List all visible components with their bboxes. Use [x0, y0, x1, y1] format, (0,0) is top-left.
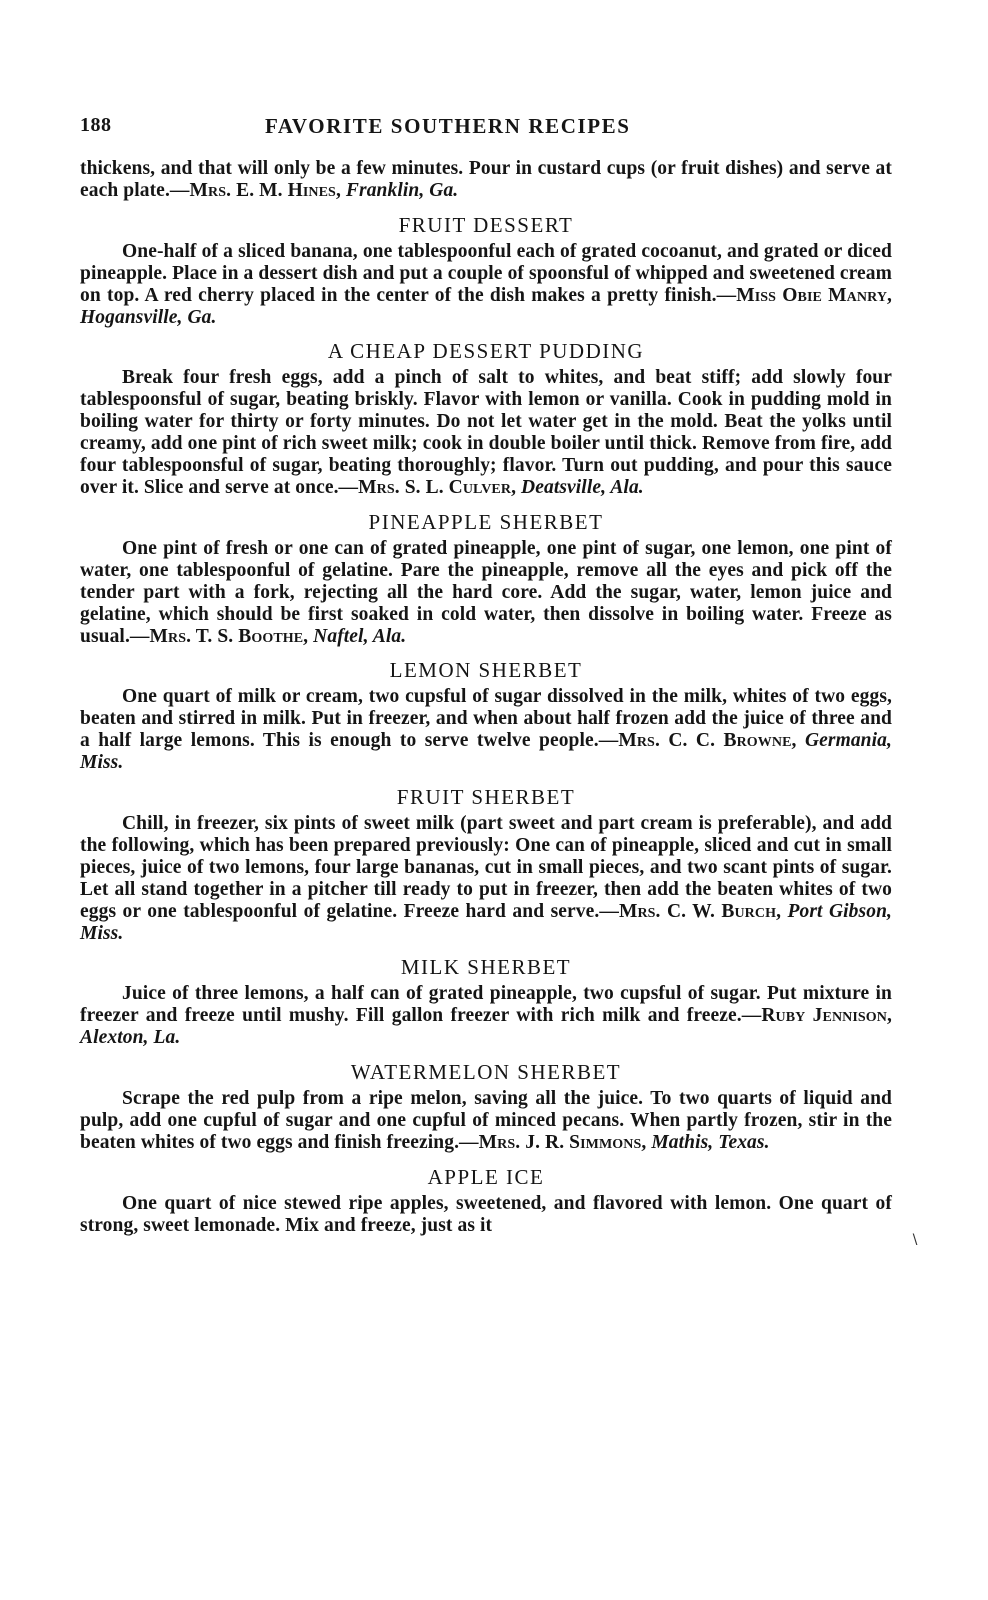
recipe-text [80, 983, 892, 1049]
attribution-place: Hogansville, Ga. [80, 306, 217, 328]
continued-paragraph [80, 158, 892, 202]
paragraph-text: Break four fresh eggs, add a pinch of salt to whites, and beat stiff; add slowly four tablespoonsful of sugar, beating briskly. Flavor with lemon or vanilla. Cook in pudding mold in boiling water for thirty or forty minutes. Do not let water get in the mold. Beat the yolks until creamy, add one pint of rich sweet milk; cook in double boiler until thick. Remove from fire, add four tablespoonsful of sugar, beating thoroughly; flavor. Turn out pudding, and pour this sauce over it. Slice and serve at once.— [80, 367, 892, 498]
paragraph-text: One quart of milk or cream, two cupsful of sugar dissolved in the milk, whites of two eggs, beaten and stirred in milk. Put in freezer, and when about half frozen add the juice of three and a half large lemons. This is enough to serve twelve people.— [80, 686, 892, 752]
recipe-text [80, 1193, 892, 1237]
paragraph-text: Juice of three lemons, a half can of grated pineapple, two cupsful of sugar. Put mixture in freezer and freeze until mushy. Fill gallon freezer with rich milk and freeze.— [80, 983, 892, 1027]
attribution-place: Franklin, Ga. [345, 179, 459, 201]
attribution-place: Germania, Miss. [80, 730, 892, 774]
recipe-text [80, 686, 892, 774]
page-header [80, 114, 892, 140]
recipe-title: FRUIT SHERBET [396, 785, 576, 810]
attribution-name: Ruby Jennison, [761, 1005, 892, 1027]
attribution-name: Miss Obie Manry, [736, 284, 893, 306]
paragraph-text: One-half of a sliced banana, one tablespoonful each of grated cocoanut, and grated or diced pineapple. Place in a dessert dish and put a couple of spoonsful of whipped and sweetened cream on top. A red cherry placed in the center of the dish makes a pretty finish.— [80, 240, 892, 306]
attribution-place: Naftel, Ala. [313, 625, 407, 647]
paragraph-text: One pint of fresh or one can of grated pineapple, one pint of sugar, one lemon, one pint of water, one tablespoonful of gelatine. Pare the pineapple, remove all the eyes and pick off the tender part with a fork, rejecting all the hard core. Add the sugar, water, lemon juice and gelatine, which should be first soaked in cold water, then dissolve in boiling water. Freeze as usual.— [80, 537, 892, 647]
recipe-text [80, 367, 892, 498]
recipe-title: FRUIT DESSERT [398, 212, 574, 237]
recipe-title: A CHEAP DESSERT PUDDING [327, 339, 645, 364]
attribution-name: Mrs. T. S. Boothe, [149, 625, 309, 647]
recipe-text [80, 1088, 892, 1154]
paragraph-text: One quart of nice stewed ripe apples, sweetened, and flavored with lemon. One quart of strong, sweet lemonade. Mix and freeze, just as it [80, 1192, 892, 1236]
page-content [80, 158, 892, 1237]
recipe-title: LEMON SHERBET [389, 658, 583, 683]
attribution-place: Deatsville, Ala. [521, 476, 644, 498]
attribution-place: Alexton, La. [80, 1027, 181, 1049]
stray-print-mark: ∖ [910, 1233, 919, 1248]
recipe-text [80, 813, 892, 944]
running-title: FAVORITE SOUTHERN RECIPES [265, 114, 631, 138]
paragraph-text: Chill, in freezer, six pints of sweet milk (part sweet and part cream is preferable), and add the following, which has been prepared previously: One can of pineapple, sliced and cut in small pieces, juice of two lemons, four large bananas, cut in small pieces, and two scant pints of sugar. Let all stand together in a pitcher till ready to put in freezer, then add the beaten whites of two eggs or one tablespoonful of gelatine. Freeze hard and serve.— [80, 813, 892, 922]
recipe-title: MILK SHERBET [400, 955, 572, 980]
paragraph-text: Scrape the red pulp from a ripe melon, saving all the juice. To two quarts of liquid and pulp, add one cupful of sugar and one cupful of minced pecans. When partly frozen, stir in the beaten whites of two eggs and finish freezing.— [80, 1088, 892, 1153]
attribution-name: Mrs. C. C. Browne, [618, 730, 797, 752]
attribution-name: Mrs. C. W. Burch, [618, 900, 782, 922]
recipe-title: PINEAPPLE SHERBET [368, 509, 604, 534]
attribution-place: Mathis, Texas. [651, 1132, 770, 1153]
recipe-text [80, 538, 892, 648]
recipe-text [80, 241, 892, 329]
attribution-name: Mrs. S. L. Culver, [358, 476, 517, 498]
recipe-title: WATERMELON SHERBET [350, 1060, 622, 1085]
attribution-name: Mrs. E. M. Hines, [189, 179, 341, 201]
recipe-title: APPLE ICE [427, 1164, 545, 1189]
attribution-name: Mrs. J. R. Simmons, [478, 1132, 647, 1153]
attribution-place: Port Gibson, Miss. [80, 900, 892, 944]
page-number: 188 [80, 114, 112, 136]
paragraph-text: thickens, and that will only be a few minutes. Pour in custard cups (or fruit dishes) and serve at each plate.— [80, 158, 892, 201]
